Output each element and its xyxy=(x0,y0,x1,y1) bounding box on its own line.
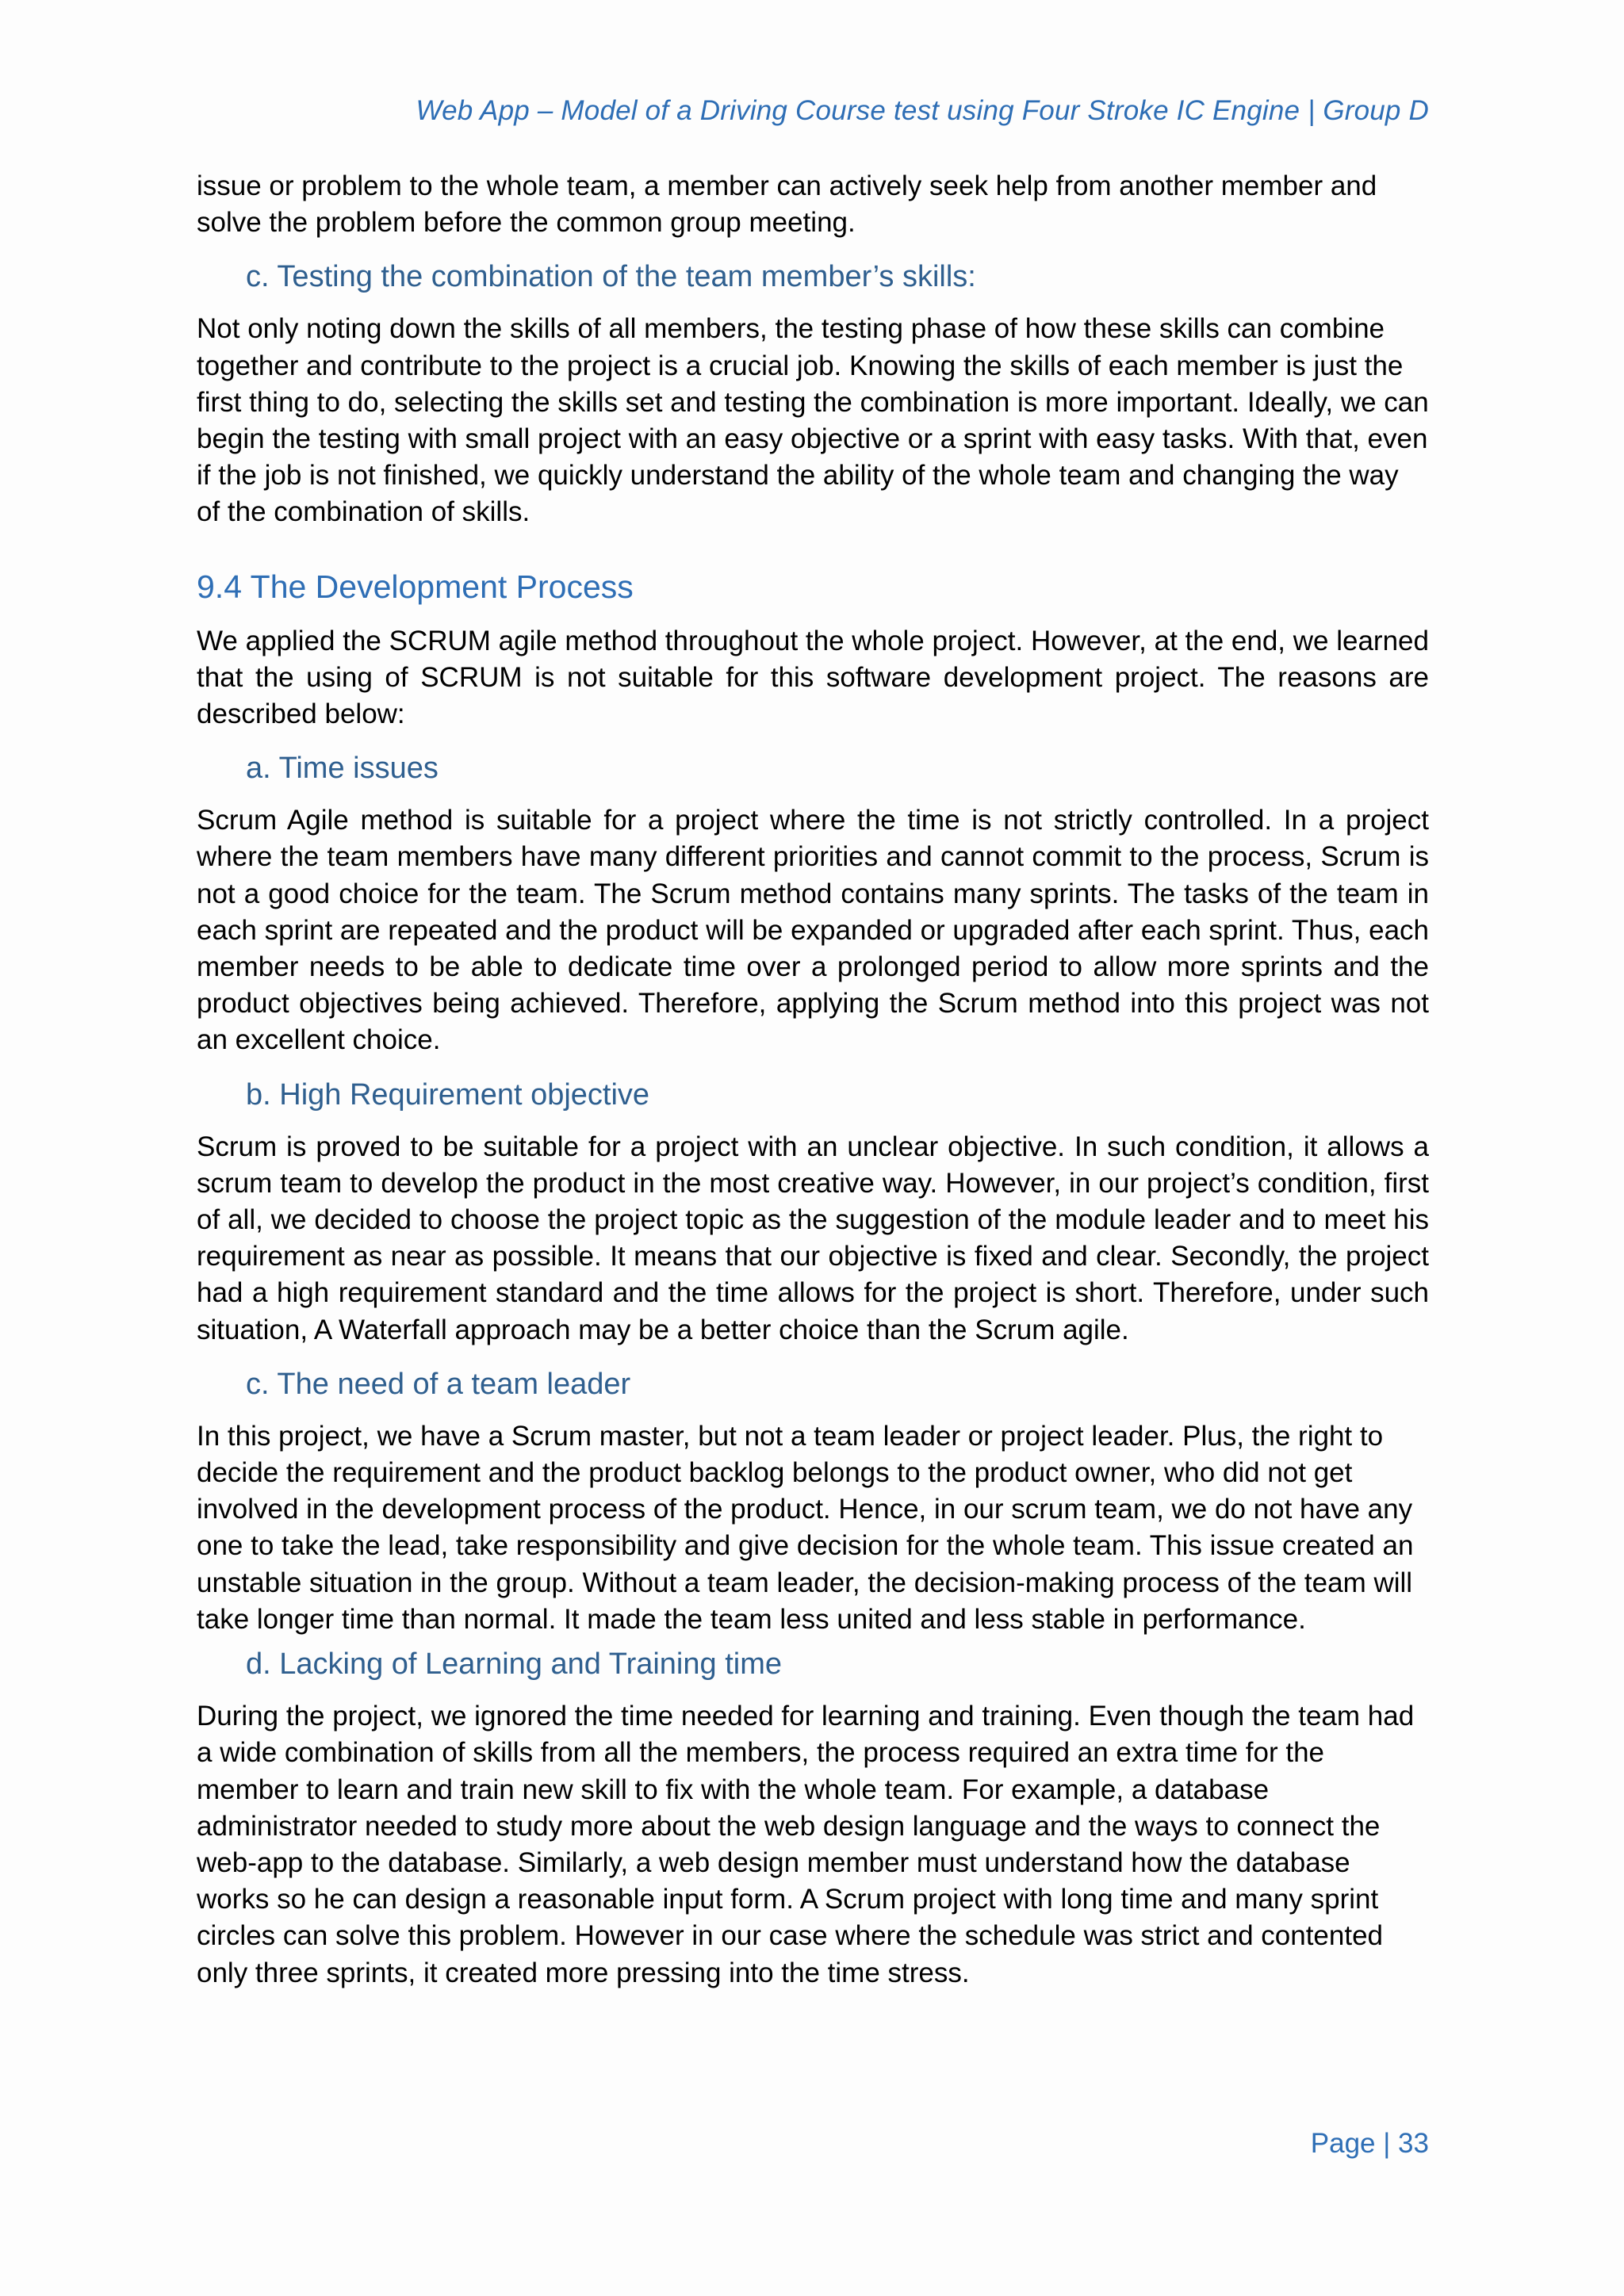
page-header: Web App – Model of a Driving Course test using Four Stroke IC Engine | Group D xyxy=(416,95,1429,126)
paragraph-time-issues: Scrum Agile method is suitable for a project where the time is not strictly controlled. In a project where the team members have many different priorities and cannot commit to the process, Scrum is not a good choice for the team. The Scrum method contains many sprints. The tasks of the team in each sprint are repeated and the product will be expanded or upgraded after each sprint. Thus, each member needs to be able to dedicate time over a prolonged period to allow more sprints and the product objectives being achieved. Therefore, applying the Scrum method into this project was not an excellent choice. xyxy=(197,805,1429,1056)
page-content xyxy=(197,168,1429,1992)
paragraph-team-leader: In this project, we have a Scrum master, but not a team leader or project leader. Plus, the right to decide the requirement and the product backlog belongs to the product owner, who did not get involved in the development process of the product. Hence, in our scrum team, we do not have any one to take the lead, take responsibility and give decision for the whole team. This issue created an unstable situation in the group. Without a team leader, the decision-making process of the team will take longer time than normal. It made the team less united and less stable in performance. xyxy=(197,1420,1414,1635)
heading-learning-training: d. Lacking of Learning and Training time xyxy=(246,1647,782,1682)
heading-time-issues: a. Time issues xyxy=(246,752,439,786)
paragraph-development-process: We applied the SCRUM agile method throughout the whole project. However, at the end, we learned that the using of SCRUM is not suitable for this software development project. The reasons are described below: xyxy=(197,625,1429,730)
intro-paragraph: issue or problem to the whole team, a member can actively seek help from another member and solve the problem before the common group meeting. xyxy=(197,170,1377,239)
heading-team-leader: c. The need of a team leader xyxy=(246,1367,631,1401)
page-number: Page | 33 xyxy=(1310,2128,1429,2159)
paragraph-learning-training: During the project, we ignored the time needed for learning and training. Even though the team had a wide combination of skills from all the members, the process required an extra time for the member to learn and train new skill to fix with the whole team. For example, a database administrator needed to study more about the web design language and the ways to connect the web-app to the database. Similarly, a web design member must understand how the database works so he can design a reasonable input form. A Scrum project with long time and many sprint circles can solve this problem. However in our case where the schedule was strict and contented only three sprints, it created more pressing into the time stress. xyxy=(197,1701,1415,1988)
paragraph-testing-combination: Not only noting down the skills of all members, the testing phase of how these skills can combine together and contribute to the project is a crucial job. Knowing the skills of each member is just the first thing to do, selecting the skills set and testing the combination is more important. Ideally, we can begin the testing with small project with an easy objective or a sprint with easy tasks. With that, even if the job is not finished, we quickly understand the ability of the whole team and changing the way of the combination of skills. xyxy=(197,313,1429,528)
section-heading-development-process: 9.4 The Development Process xyxy=(197,568,634,605)
heading-testing-combination: c. Testing the combination of the team member’s skills: xyxy=(246,260,976,294)
heading-high-requirement: b. High Requirement objective xyxy=(246,1077,650,1112)
paragraph-high-requirement: Scrum is proved to be suitable for a project with an unclear objective. In such condition, it allows a scrum team to develop the product in the most creative way. However, in our project’s condition, first of all, we decided to choose the project topic as the suggestion of the module leader and to meet his requirement as near as possible. It means that our objective is fixed and clear. Secondly, the project had a high requirement standard and the time allows for the project is short. Therefore, under such situation, A Waterfall approach may be a better choice than the Scrum agile. xyxy=(197,1131,1429,1345)
